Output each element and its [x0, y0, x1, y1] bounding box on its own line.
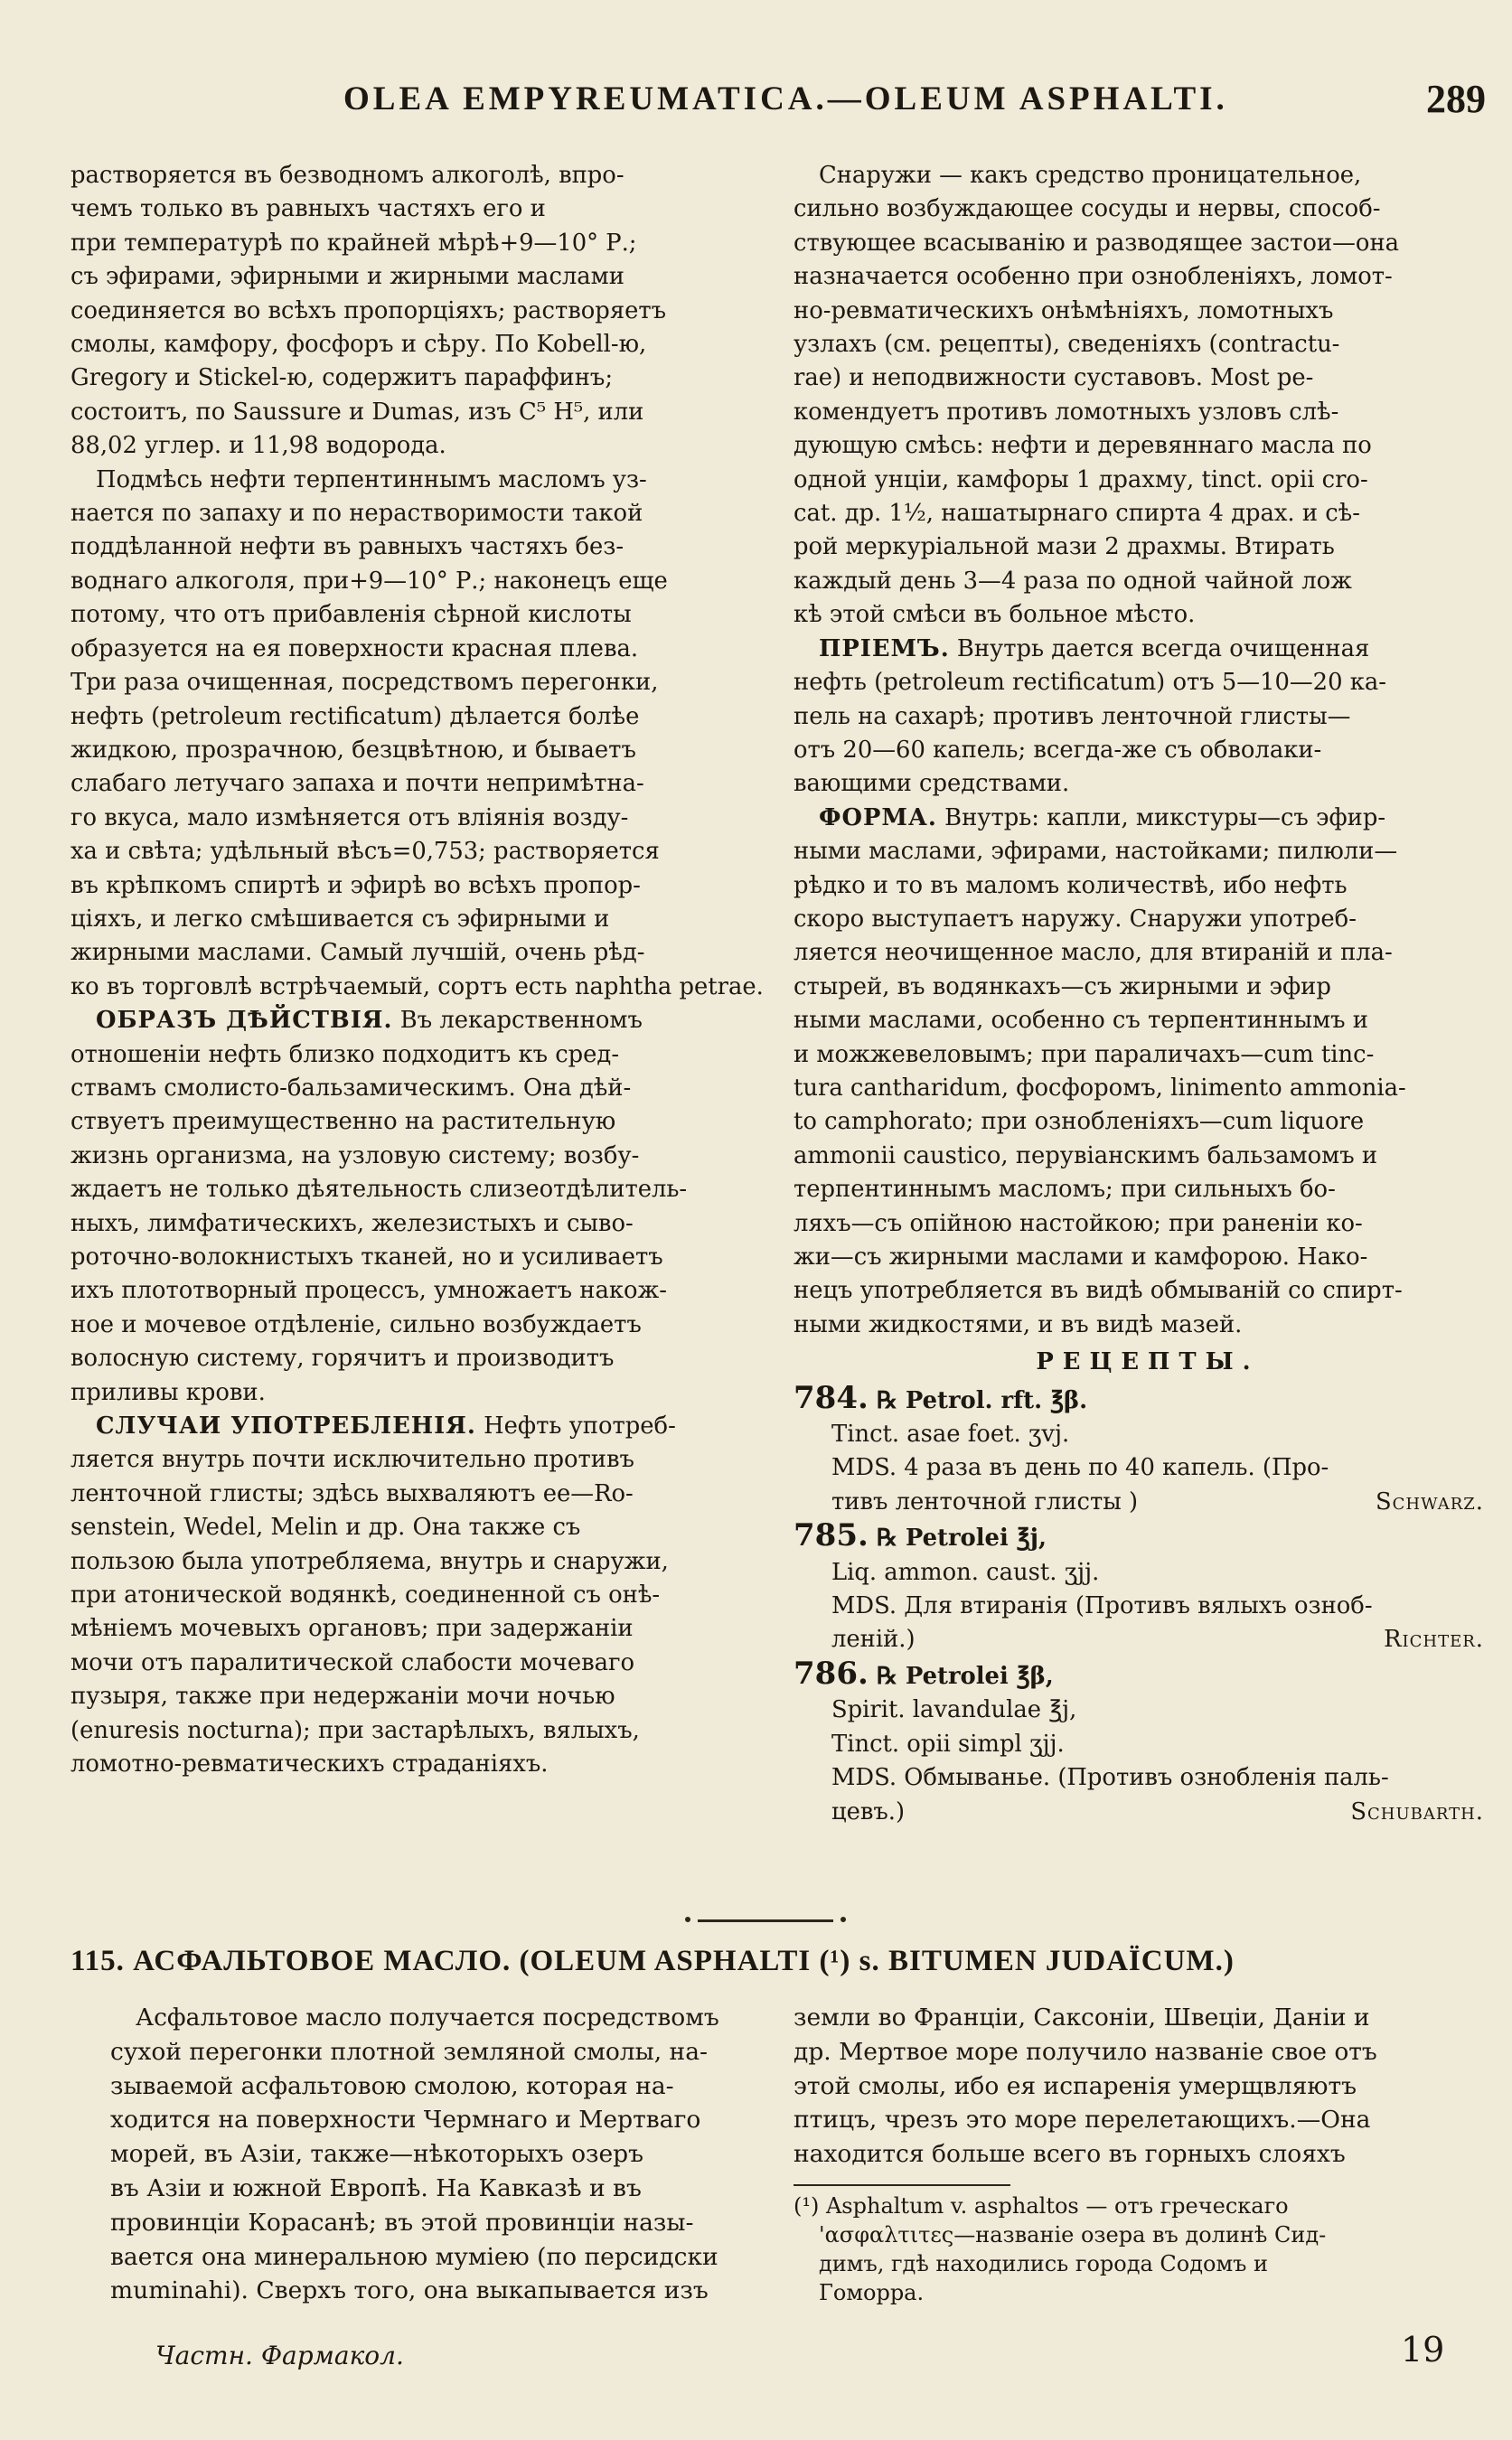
- recipe-text: леній.): [831, 1626, 916, 1654]
- section-divider: [698, 1919, 833, 1922]
- text-line: жирными маслами. Самый лучшій, очень рѣд-: [70, 939, 645, 967]
- text-line: ждаетъ не только дѣятельность слизеотдѣлитель-: [70, 1176, 688, 1204]
- text-line: ными маслами, особенно съ терпентиннымъ и: [794, 1007, 1368, 1035]
- recipe-786: [794, 1657, 1502, 1829]
- recipe-line: [794, 1519, 1502, 1555]
- text-line: ствамъ смолисто-бальзамическимъ. Она дѣй-: [70, 1074, 632, 1102]
- text-run: Въ лекарственномъ: [399, 1007, 643, 1035]
- text-line: Gregory и Stickel-ю, содержитъ параффинъ;: [70, 364, 614, 392]
- text-line: ціяхъ, и легко смѣшивается съ эфирными и: [70, 905, 610, 933]
- text-line: сухой перегонки плотной земляной смолы, на-: [110, 2037, 708, 2066]
- text-line: кѣ этой смѣси въ больное мѣсто.: [794, 601, 1196, 629]
- text-line: съ эфирами, эфирными и жирными маслами: [70, 263, 625, 291]
- recipe-number: 785.: [794, 1517, 869, 1554]
- text-line: ствуетъ преимущественно на растительную: [70, 1108, 616, 1136]
- text-line: ными маслами, эфирами, настойками; пилюли—: [794, 838, 1398, 866]
- text-line: земли во Франціи, Саксоніи, Швеціи, Даніи и: [794, 2004, 1370, 2032]
- text-line: ихъ плототворный процессъ, умножаетъ накож-: [70, 1277, 667, 1305]
- recipe-line: MDS. Обмыванье. (Противъ ознобленія паль-: [831, 1764, 1389, 1792]
- text-line: въ крѣпкомъ спиртѣ и эфирѣ во всѣхъ пропор-: [70, 871, 641, 899]
- text-line: ammonii caustico, перувіанскимъ бальзамомъ и: [794, 1141, 1378, 1169]
- text-line: [794, 802, 1502, 835]
- text-line: находится больше всего въ горныхъ слояхъ: [794, 2140, 1346, 2169]
- section-115-heading: 115. АСФАЛЬТОВОЕ МАСЛО. (OLEUM ASPHALTI (¹) s. BITUMEN JUDAÏCUM.): [70, 1945, 1235, 1977]
- paragraph-properties: [70, 159, 766, 464]
- text-line: (enuresis nocturna); при застарѣлыхъ, вялыхъ,: [70, 1716, 640, 1744]
- recipe-line: Spirit. lavandulae ℥j,: [831, 1696, 1077, 1724]
- text-line: узлахъ (см. рецепты), сведеніяхъ (contractu-: [794, 331, 1340, 359]
- text-line: смолы, камфору, фосфоръ и сѣру. По Kobell-ю,: [70, 331, 647, 359]
- text-line: 88,02 углер. и 11,98 водорода.: [70, 432, 446, 460]
- text-line: ляется неочищенное масло, для втираній и пла-: [794, 939, 1393, 967]
- paragraph-external: [794, 159, 1502, 633]
- text-line: ко въ торговлѣ встрѣчаемый, сортъ есть naphtha petrae.: [70, 972, 764, 1000]
- text-line: при температурѣ по крайней мѣрѣ+9—10° Р.;: [70, 229, 637, 257]
- footnote-line: Гоморра.: [819, 2279, 925, 2305]
- text-line: ляется внутрь почти исключительно противъ: [70, 1446, 634, 1474]
- text-line: одной унціи, камфоры 1 драхму, tinct. opii cro-: [794, 465, 1368, 493]
- text-line: провинціи Корасанѣ; въ этой провинціи назы-: [110, 2208, 694, 2237]
- text-line: при атонической водянкѣ, соединенной съ онѣ-: [70, 1581, 661, 1609]
- text-line: ленточной глисты; здѣсь выхваляютъ ее—Ro-: [70, 1479, 634, 1507]
- text-line: ствующее всасыванію и разводящее застои—она: [794, 229, 1400, 257]
- recipe-text: цевъ.): [831, 1797, 906, 1825]
- recipe-line: MDS. Для втиранія (Противъ вялыхъ озноб-: [831, 1592, 1373, 1620]
- recipe-text: ℞ Petrolei ℥β,: [876, 1662, 1054, 1690]
- text-line: tura cantharidum, фосфоромъ, linimento ammonia-: [794, 1074, 1406, 1102]
- paragraph-usage: [70, 1410, 766, 1781]
- text-line: поддѣланной нефти въ равныхъ частяхъ без-: [70, 533, 625, 561]
- recipe-line: Tinct. asae foet. ʒvj.: [831, 1421, 1070, 1449]
- text-line: но-ревматическихъ онѣмѣніяхъ, ломотныхъ: [794, 296, 1334, 324]
- text-line: и можжевеловымъ; при параличахъ—cum tinc-: [794, 1040, 1375, 1068]
- recipe-line: [794, 1379, 1502, 1418]
- text-line: ныхъ, лимфатическихъ, железистыхъ и сыво-: [70, 1209, 634, 1237]
- text-line: комендуетъ противъ ломотныхъ узловъ слѣ-: [794, 398, 1339, 426]
- text-line: ломотно-ревматическихъ страданіяхъ.: [70, 1750, 549, 1778]
- text-line: senstein, Wedel, Melin и др. Она также съ: [70, 1514, 581, 1542]
- recipe-785: [794, 1519, 1502, 1657]
- text-line: состоитъ, по Saussure и Dumas, изъ С⁵ Н⁵, или: [70, 398, 644, 426]
- text-line: rae) и неподвижности суставовъ. Most ре-: [794, 364, 1314, 392]
- text-line: пользою была употребляема, внутрь и снаружи,: [70, 1547, 669, 1575]
- text-line: воднаго алкоголя, при+9—10° Р.; наконецъ еще: [70, 567, 668, 595]
- recipe-line: [794, 1657, 1502, 1694]
- text-line: роточно-волокнистыхъ тканей, но и усиливаетъ: [70, 1243, 663, 1271]
- text-line: морей, въ Азіи, также—нѣкоторыхъ озеръ: [110, 2140, 643, 2169]
- section-heading-dose: ПРІЕМЪ.: [819, 634, 950, 662]
- text-line: стырей, въ водянкахъ—съ жирными и эфир: [794, 972, 1331, 1000]
- bottom-left-column: [110, 2001, 788, 2308]
- paragraph-form: [794, 802, 1502, 1343]
- text-line: отъ 20—60 капель; всегда-же съ обволаки-: [794, 736, 1322, 764]
- text-line: жизнь организма, на узловую систему; возбу-: [70, 1141, 640, 1169]
- text-line: слабаго летучаго запаха и почти непримѣтна-: [70, 770, 644, 798]
- text-line: дующую смѣсь: нефти и деревяннаго масла по: [794, 432, 1372, 460]
- footnote-line: димъ, гдѣ находились города Содомъ и: [819, 2250, 1269, 2276]
- text-line: ное и мочевое отдѣленіе, сильно возбуждаетъ: [70, 1310, 642, 1338]
- text-line: жидкою, прозрачною, безцвѣтною, и бываетъ: [70, 736, 636, 764]
- text-run: Нефть употреб-: [484, 1412, 676, 1441]
- text-line: соединяется во всѣхъ пропорціяхъ; растворяетъ: [70, 296, 667, 324]
- text-run: Внутрь: капли, микстуры—съ эфир-: [944, 803, 1386, 831]
- paragraph-dose: [794, 633, 1502, 802]
- text-line: отношеніи нефть близко подходитъ къ сред-: [70, 1040, 620, 1068]
- text-line: ха и свѣта; удѣльный вѣсъ=0,753; растворяется: [70, 838, 660, 866]
- running-head: [0, 77, 1512, 134]
- text-line: ляхъ—съ опійною настойкою; при раненіи ко-: [794, 1209, 1363, 1237]
- text-line: Три раза очищенная, посредствомъ перегонки,: [70, 669, 659, 697]
- footnote-line: (¹) Asphaltum v. asphaltos — отъ греческаго: [794, 2192, 1289, 2219]
- text-line: нается по запаху и по нерастворимости такой: [70, 500, 643, 528]
- section-heading-action: ОБРАЗЪ ДѢЙСТВІЯ.: [96, 1007, 393, 1035]
- section-heading-usage: СЛУЧАИ УПОТРЕБЛЕНІЯ.: [96, 1412, 476, 1441]
- text-line: вается она минеральною муміею (по персидски: [110, 2242, 718, 2271]
- recipe-line: MDS. 4 раза въ день по 40 капель. (Про-: [831, 1454, 1329, 1482]
- footnote-rule: [794, 2184, 1010, 2186]
- recipe-author: Schubarth.: [1350, 1797, 1484, 1825]
- recipe-author: Richter.: [1384, 1626, 1484, 1654]
- recipe-number: 784.: [794, 1379, 869, 1416]
- text-line: пель на сахарѣ; противъ ленточной глисты—: [794, 702, 1351, 730]
- right-column: [794, 159, 1502, 1829]
- left-column: [70, 159, 766, 1782]
- recipes-heading: РЕЦЕПТЫ.: [1036, 1348, 1260, 1376]
- text-line: приливы крови.: [70, 1378, 266, 1406]
- recipe-784: [794, 1379, 1502, 1520]
- text-line: Подмѣсь нефти терпентиннымъ масломъ уз-: [96, 465, 647, 493]
- recipe-line: [794, 1623, 1502, 1656]
- text-line: рѣдко и то въ маломъ количествѣ, ибо нефть: [794, 871, 1348, 899]
- text-line: сильно возбуждающее сосуды и нервы, способ-: [794, 195, 1381, 223]
- footnote: [794, 2191, 1502, 2307]
- text-line: чемъ только въ равныхъ частяхъ его и: [70, 195, 546, 223]
- text-line: каждый день 3—4 раза по одной чайной лож: [794, 567, 1352, 595]
- text-line: образуется на ея поверхности красная плева.: [70, 634, 639, 662]
- text-line: растворяется въ безводномъ алкоголѣ, впро-: [70, 162, 625, 189]
- recipe-number: 786.: [794, 1655, 869, 1692]
- text-line: назначается особенно при ознобленіяхъ, ломот-: [794, 263, 1393, 291]
- signature-mark: Частн. Фармакол.: [155, 2341, 404, 2370]
- text-line: потому, что отъ прибавленія сѣрной кислоты: [70, 601, 632, 629]
- text-run: Внутрь дается всегда очищенная: [956, 634, 1370, 662]
- running-head-title: OLEA EMPYREUMATICA.—OLEUM ASPHALTI.: [343, 80, 1228, 117]
- footnote-line: 'ασφαλτιτες—названіе озера въ долинѣ Сид-: [819, 2221, 1327, 2248]
- recipe-text: тивъ ленточной глисты ): [831, 1487, 1139, 1516]
- recipe-line: Liq. ammon. caust. ʒjj.: [831, 1558, 1100, 1586]
- text-line: мѣніемъ мочевыхъ органовъ; при задержаніи: [70, 1615, 634, 1643]
- text-line: нефть (petroleum rectificatum) отъ 5—10—20 ка-: [794, 669, 1386, 697]
- text-line: muminahi). Сверхъ того, она выкапывается изъ: [110, 2276, 709, 2305]
- text-line: этой смолы, ибо ея испаренія умерщвляютъ: [794, 2071, 1357, 2100]
- text-line: волосную систему, горячитъ и производитъ: [70, 1345, 615, 1373]
- text-line: въ Азіи и южной Европѣ. На Кавказѣ и въ: [110, 2173, 642, 2202]
- text-line: [70, 1410, 766, 1443]
- text-line: [70, 1004, 766, 1037]
- text-line: птицъ, чрезъ это море перелетающихъ.—Она: [794, 2106, 1371, 2135]
- recipe-author: Schwarz.: [1375, 1487, 1484, 1516]
- text-line: рой меркуріальной мази 2 драхмы. Втирать: [794, 533, 1335, 561]
- page-number: 289: [1426, 77, 1486, 121]
- text-line: вающими средствами.: [794, 770, 1070, 798]
- bottom-right-column: [794, 2001, 1502, 2307]
- text-line: [794, 633, 1502, 666]
- text-line: др. Мертвое море получило названіе свое отъ: [794, 2037, 1377, 2066]
- text-line: to camphorato; при ознобленіяхъ—cum liquore: [794, 1108, 1365, 1136]
- text-line: пузыря, также при недержаніи мочи ночью: [70, 1683, 615, 1711]
- recipe-text: ℞ Petrolei ℥j,: [876, 1525, 1047, 1553]
- signature-number: 19: [1401, 2330, 1445, 2370]
- paragraph-action: [70, 1004, 766, 1410]
- recipe-line: Tinct. opii simpl ʒjj.: [831, 1730, 1065, 1758]
- text-line: Асфальтовое масло получается посредствомъ: [136, 2004, 719, 2032]
- recipe-line: [794, 1796, 1502, 1829]
- text-line: cat. др. 1½, нашатырнаго спирта 4 драх. и сѣ-: [794, 500, 1360, 528]
- text-line: ходится на поверхности Чермнаго и Мертваго: [110, 2106, 701, 2135]
- text-line: мочи отъ паралитической слабости мочеваго: [70, 1648, 635, 1676]
- text-line: нефть (petroleum rectificatum) дѣлается болѣе: [70, 702, 640, 730]
- text-line: го вкуса, мало измѣняется отъ вліянія возду-: [70, 803, 629, 831]
- text-line: жи—съ жирными маслами и камфорою. Нако-: [794, 1243, 1368, 1271]
- section-heading-form: ФОРМА.: [819, 803, 937, 831]
- text-line: скоро выступаетъ наружу. Снаружи употреб-: [794, 905, 1357, 933]
- text-line: терпентиннымъ масломъ; при сильныхъ бо-: [794, 1176, 1336, 1204]
- text-line: нецъ употребляется въ видѣ обмыванiй со спирт-: [794, 1277, 1403, 1305]
- text-line: Снаружи — какъ средство проницательное,: [819, 162, 1362, 189]
- recipe-text: ℞ Petrol. rft. ℥β.: [876, 1386, 1088, 1414]
- text-line: ными жидкостями, и въ видѣ мазей.: [794, 1310, 1243, 1338]
- recipe-line: [794, 1486, 1502, 1519]
- text-line: зываемой асфальтовою смолою, которая на-: [110, 2071, 674, 2100]
- paragraph-adulteration: [70, 464, 766, 1005]
